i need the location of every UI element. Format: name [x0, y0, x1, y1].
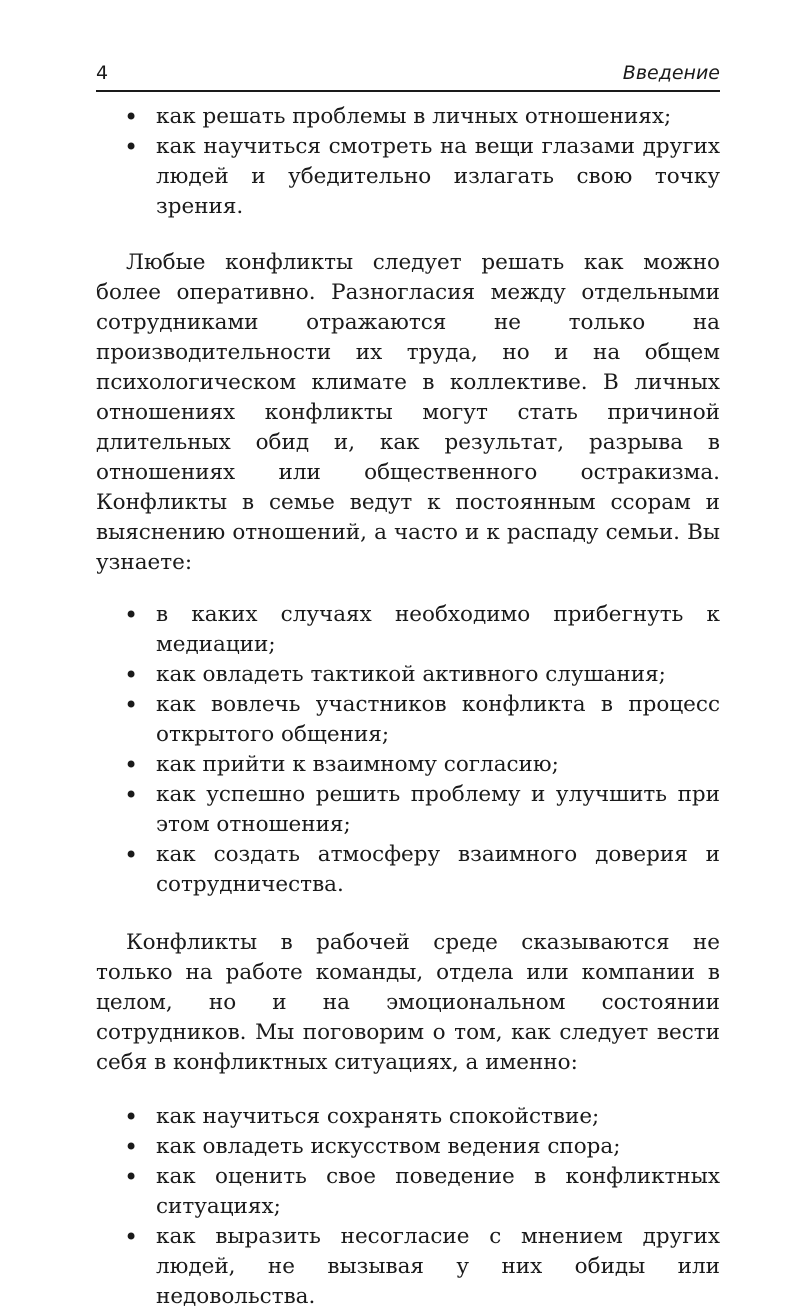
list-item: • как научиться смотреть на вещи глазами других людей и убедительно излагать свою точку зрения. [96, 132, 720, 222]
list-item: • как решать проблемы в личных отношениях; [96, 102, 720, 132]
list-item: • как создать атмосферу взаимного доверия и сотрудничества. [96, 840, 720, 900]
bullet-list-1 [96, 102, 720, 222]
list-item: • как выразить несогласие с мнением других людей, не вызывая у них обиды или недовольства. [96, 1222, 720, 1312]
page-number: 4 [96, 62, 109, 84]
list-item: • как успешно решить проблему и улучшить при этом отношения; [96, 780, 720, 840]
paragraph-1: Любые конфликты следует решать как можно более оперативно. Разногласия между отдельными сотрудниками отражаются не только на производительности их труда, но и на общем психологическом климате в коллективе. В личных отношениях конфликты могут стать причиной длительных обид и, как результат, разрыва в отношениях или общественного остракизма. Конфликты в семье ведут к постоянным ссорам и выяснению отношений, а часто и к распаду семьи. Вы узнаете: [96, 250, 720, 575]
list-item: • как вовлечь участников конфликта в процесс открытого общения; [96, 690, 720, 750]
list-item: • как прийти к взаимному согласию; [96, 750, 720, 780]
body-text [96, 102, 720, 1312]
section-title: Введение [622, 62, 720, 84]
list-item: • в каких случаях необходимо прибегнуть к медиации; [96, 600, 720, 660]
list-item: • как овладеть тактикой активного слушания; [96, 660, 720, 690]
paragraph-2: Конфликты в рабочей среде сказываются не только на работе команды, отдела или компании в целом, но и на эмоциональном состоянии сотрудников. Мы поговорим о том, как следует вести себя в конфликтных ситуациях, а именно: [96, 930, 720, 1075]
book-page [96, 62, 720, 1312]
bullet-list-2 [96, 600, 720, 900]
list-item: • как научиться сохранять спокойствие; [96, 1102, 720, 1132]
running-header [96, 62, 720, 92]
bullet-list-3 [96, 1102, 720, 1312]
list-item: • как овладеть искусством ведения спора; [96, 1132, 720, 1162]
list-item: • как оценить свое поведение в конфликтных ситуациях; [96, 1162, 720, 1222]
